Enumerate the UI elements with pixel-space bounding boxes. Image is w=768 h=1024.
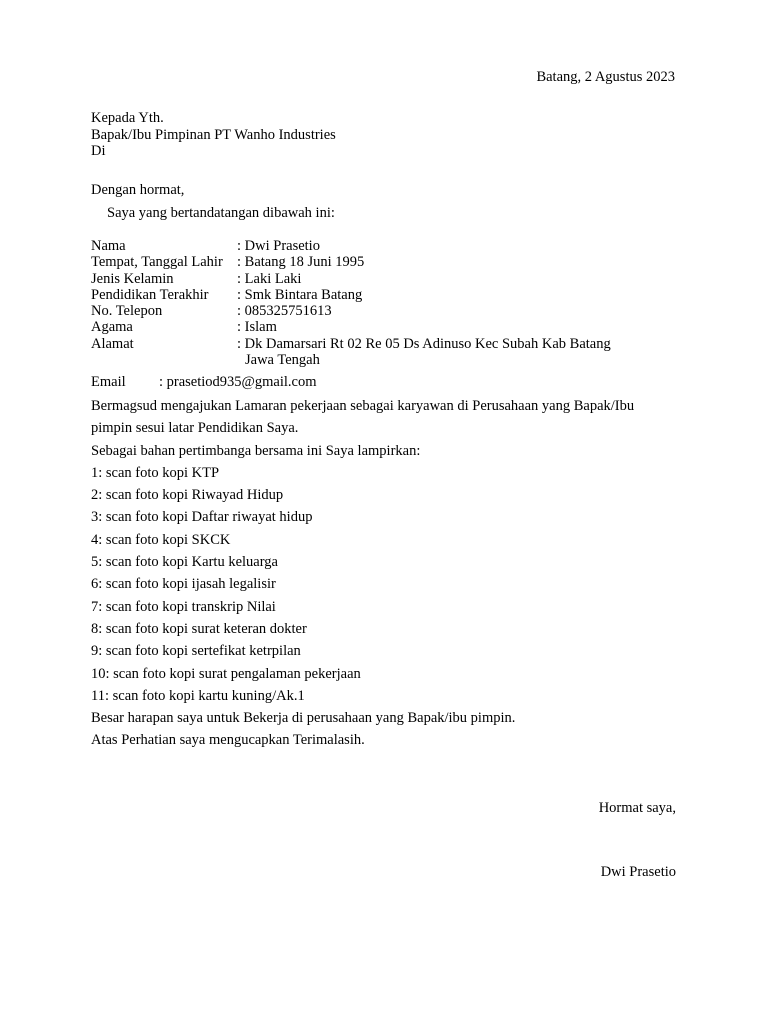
identity-value: : Smk Bintara Batang <box>237 286 363 303</box>
email-label: Email <box>91 374 126 390</box>
body-line: Besar harapan saya untuk Bekerja di perusahaan yang Bapak/ibu pimpin. <box>91 710 516 727</box>
attachment-item: 9: scan foto kopi sertefikat ketrpilan <box>91 643 301 660</box>
identity-value: : 085325751613 <box>237 303 332 320</box>
attachment-item: 4: scan foto kopi SKCK <box>91 531 231 548</box>
attachment-item: 5: scan foto kopi Kartu keluarga <box>91 554 278 571</box>
letter-date: Batang, 2 Agustus 2023 <box>536 69 675 85</box>
signature-name: Dwi Prasetio <box>600 864 676 880</box>
attachment-item: 6: scan foto kopi ijasah legalisir <box>91 576 276 593</box>
attachment-item: 8: scan foto kopi surat keteran dokter <box>91 620 307 637</box>
identity-row <box>91 271 611 287</box>
identity-label: Jenis Kelamin <box>91 270 174 287</box>
identity-label: Agama <box>91 319 133 336</box>
body-line: Atas Perhatian saya mengucapkan Terimalasih. <box>91 732 365 749</box>
closing: Hormat saya, <box>598 800 676 816</box>
attachment-item: 2: scan foto kopi Riwayad Hidup <box>91 487 284 504</box>
recipient-line: Bapak/Ibu Pimpinan PT Wanho Industries <box>91 126 336 143</box>
identity-label: Pendidikan Terakhir <box>91 286 209 303</box>
body-line: Bermagsud mengajukan Lamaran pekerjaan sebagai karyawan di Perusahaan yang Bapak/Ibu <box>91 398 635 414</box>
identity-value: : Dk Damarsari Rt 02 Re 05 Ds Adinuso Kec Subah Kab Batang <box>237 335 611 352</box>
letter-body <box>91 395 691 752</box>
greeting: Dengan hormat, <box>91 182 185 198</box>
attachment-item: 10: scan foto kopi surat pengalaman pekerjaan <box>91 665 361 682</box>
identity-row <box>91 319 611 335</box>
attachment-item: 1: scan foto kopi KTP <box>91 464 220 481</box>
recipient-block <box>91 110 336 160</box>
recipient-line: Kepada Yth. <box>91 110 164 126</box>
body-line: Sebagai bahan pertimbanga bersama ini Saya lampirkan: <box>91 442 421 459</box>
email-value: : prasetiod935@gmail.com <box>159 374 317 390</box>
identity-row <box>91 287 611 303</box>
identity-label: Tempat, Tanggal Lahir <box>91 254 223 271</box>
identity-value: : Islam <box>237 319 277 336</box>
identity-row <box>91 336 611 352</box>
identity-label: No. Telepon <box>91 303 163 320</box>
intro-line: Saya yang bertandatangan dibawah ini: <box>107 205 335 221</box>
identity-label: Alamat <box>91 335 134 352</box>
email-line <box>91 374 317 390</box>
identity-value: : Laki Laki <box>237 270 302 287</box>
attachment-item: 3: scan foto kopi Daftar riwayat hidup <box>91 509 313 526</box>
identity-value: : Dwi Prasetio <box>237 238 320 254</box>
address-continuation: Jawa Tengah <box>245 352 320 369</box>
identity-table <box>91 238 611 368</box>
identity-row <box>91 254 611 270</box>
identity-label: Nama <box>91 238 126 254</box>
identity-row <box>91 303 611 319</box>
body-line: pimpin sesui latar Pendidikan Saya. <box>91 420 299 437</box>
attachment-item: 7: scan foto kopi transkrip Nilai <box>91 598 276 615</box>
identity-row <box>91 238 611 254</box>
identity-value: : Batang 18 Juni 1995 <box>237 254 365 271</box>
attachment-item: 11: scan foto kopi kartu kuning/Ak.1 <box>91 687 305 704</box>
identity-row <box>91 352 611 368</box>
recipient-line: Di <box>91 143 106 159</box>
